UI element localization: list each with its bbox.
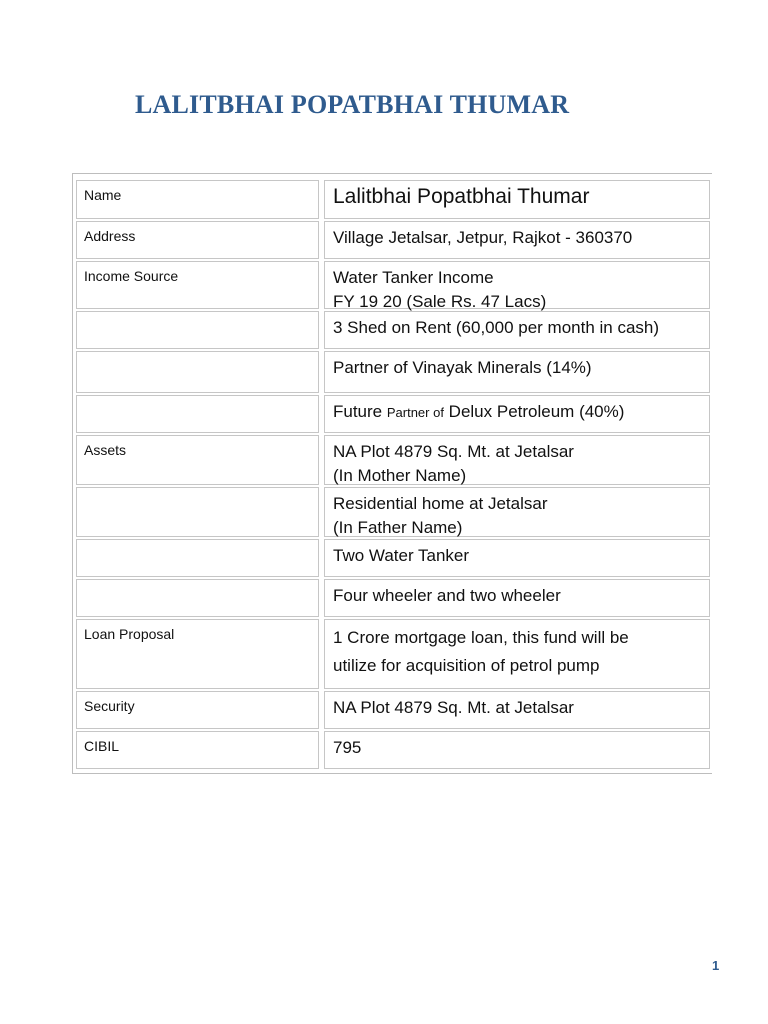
row-label: Assets [84, 442, 127, 458]
row-label: Security [84, 698, 135, 714]
row-value: Future Partner of Delux Petroleum (40%) [333, 402, 625, 421]
row-label: Address [84, 228, 136, 244]
table-row-label-name [76, 180, 319, 219]
table-row-value-address [324, 221, 710, 259]
table-row-label-empty [76, 311, 319, 349]
table-row-value-delux-petroleum [324, 395, 710, 433]
table-row-label-empty [76, 487, 319, 537]
table-row-label-assets [76, 435, 319, 485]
row-value: Water Tanker Income FY 19 20 (Sale Rs. 47 Lacs) [333, 268, 547, 311]
table-row-label-empty [76, 539, 319, 577]
row-label: Loan Proposal [84, 626, 175, 642]
table-row-value-loan-proposal [324, 619, 710, 689]
table-row-label-empty [76, 351, 319, 393]
table-row-label-cibil [76, 731, 319, 769]
row-value: Two Water Tanker [333, 546, 470, 565]
table-row-label-address [76, 221, 319, 259]
table-row-value-name [324, 180, 710, 219]
applicant-details-table [72, 173, 712, 774]
row-value: Four wheeler and two wheeler [333, 586, 561, 605]
page-number: 1 [712, 958, 720, 973]
table-row-label-security [76, 691, 319, 729]
table-row-value-water-tanker [324, 539, 710, 577]
table-row-value-residential-home [324, 487, 710, 537]
table-row-value-cibil [324, 731, 710, 769]
row-value: Lalitbhai Popatbhai Thumar [333, 185, 590, 208]
row-value: NA Plot 4879 Sq. Mt. at Jetalsar [333, 698, 574, 717]
row-value: Partner of Vinayak Minerals (14%) [333, 358, 592, 377]
document-title: LALITBHAI POPATBHAI THUMAR [135, 90, 570, 119]
table-row-label-empty [76, 579, 319, 617]
row-value: Residential home at Jetalsar (In Father Name) [333, 494, 548, 537]
table-row-label-income-source [76, 261, 319, 309]
row-value: 3 Shed on Rent (60,000 per month in cash) [333, 318, 660, 337]
table-row-value-na-plot [324, 435, 710, 485]
table-row-value-income-source [324, 261, 710, 309]
table-row-value-vinayak-minerals [324, 351, 710, 393]
row-label: CIBIL [84, 738, 120, 754]
table-row-value-shed-rent [324, 311, 710, 349]
row-label: Income Source [84, 268, 179, 284]
row-value: 795 [333, 738, 362, 757]
row-label: Name [84, 187, 122, 203]
table-row-value-vehicles [324, 579, 710, 617]
table-row-value-security [324, 691, 710, 729]
table-row-label-loan-proposal [76, 619, 319, 689]
table-row-label-empty [76, 395, 319, 433]
row-value: NA Plot 4879 Sq. Mt. at Jetalsar (In Mother Name) [333, 442, 574, 485]
row-value: 1 Crore mortgage loan, this fund will be utilize for acquisition of petrol pump [333, 628, 629, 675]
row-value: Village Jetalsar, Jetpur, Rajkot - 360370 [333, 228, 633, 247]
